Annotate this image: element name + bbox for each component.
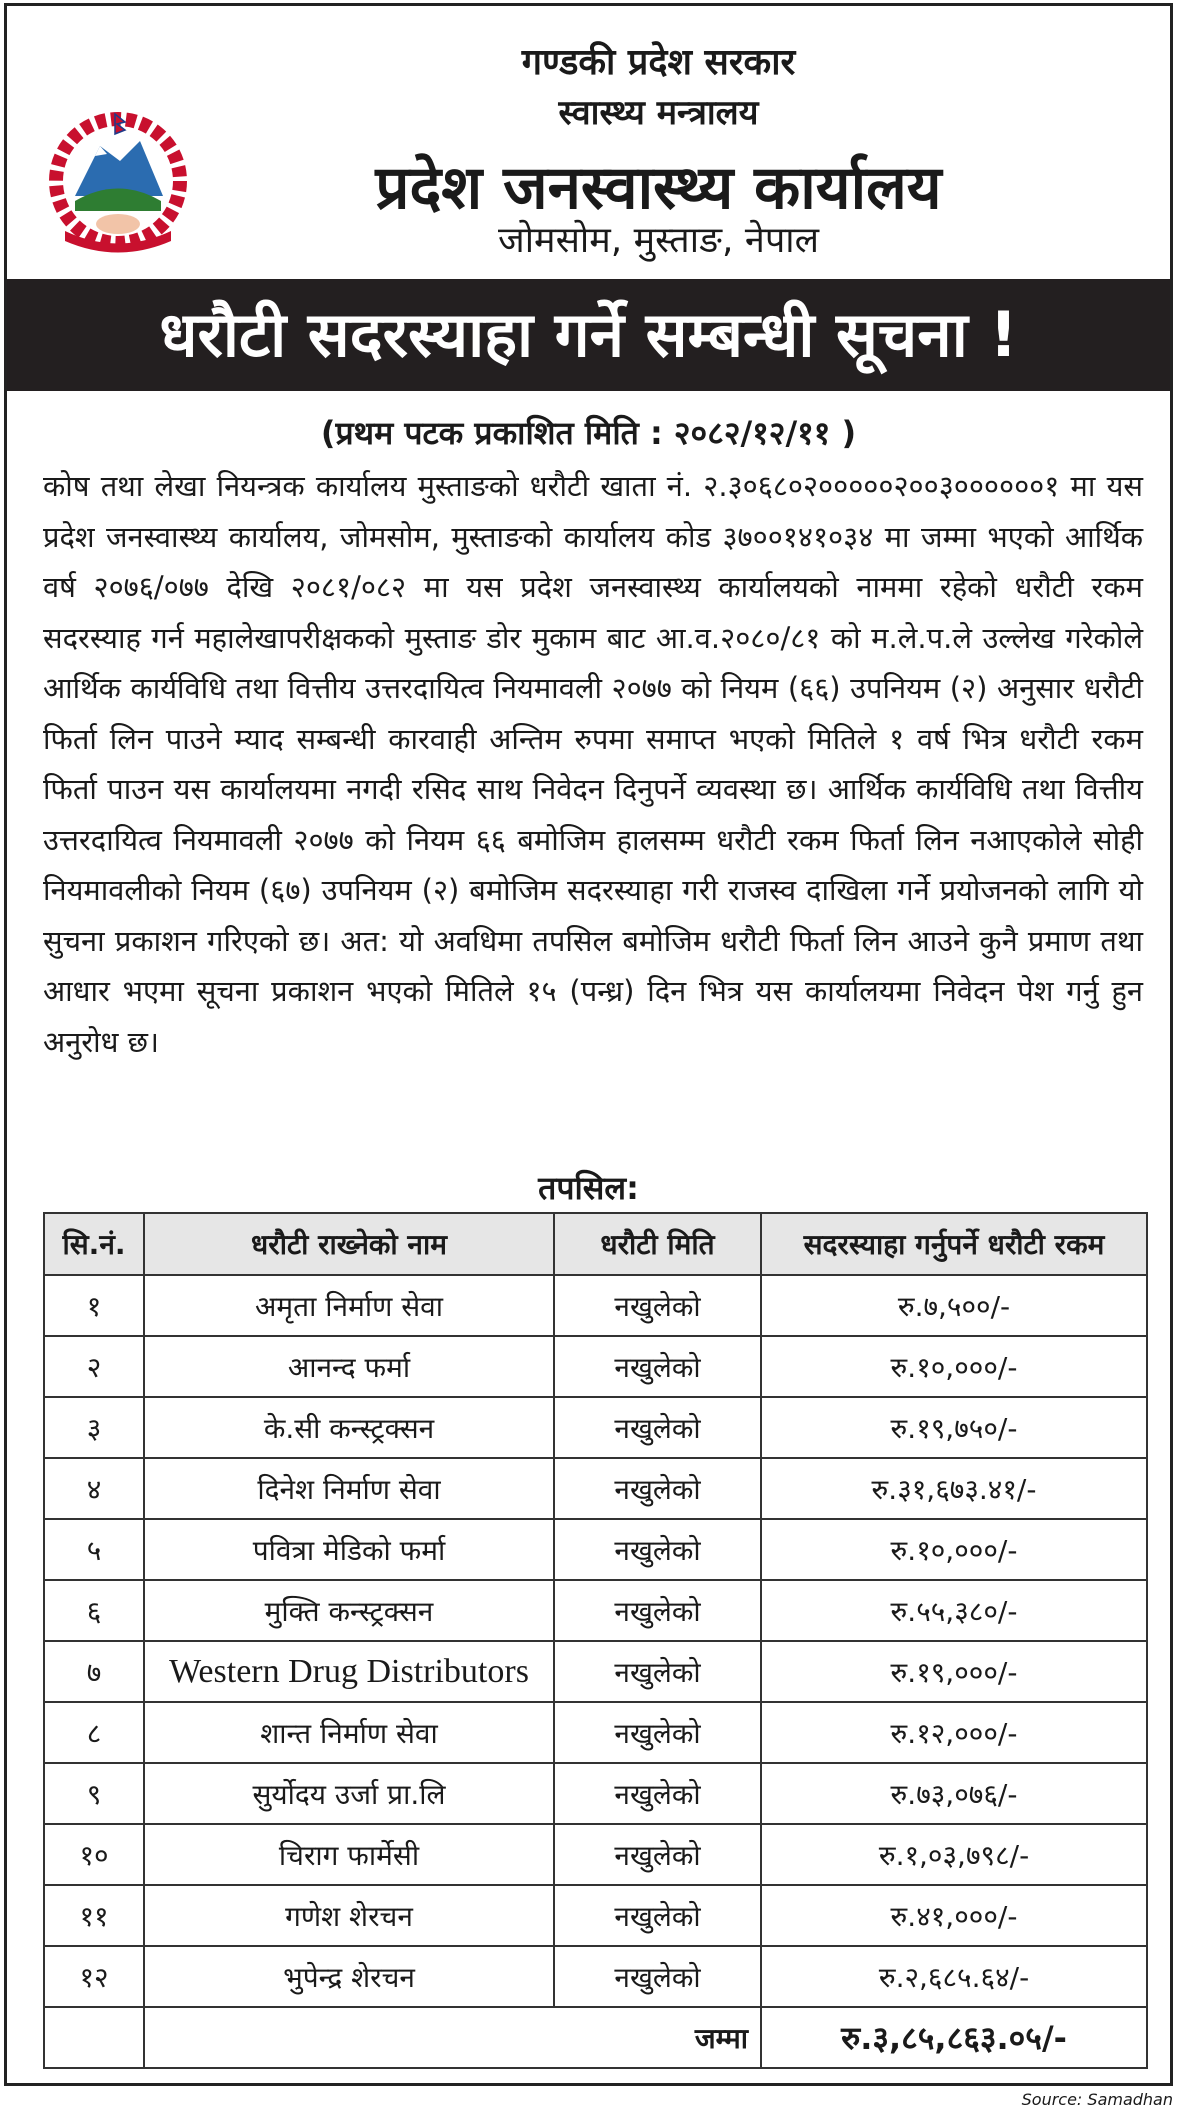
amount-cell: रु.१,०३,७९८/- — [761, 1824, 1147, 1885]
serial-cell: ६ — [44, 1580, 144, 1641]
table-row — [44, 1946, 1147, 2007]
date-cell: नखुलेको — [554, 1519, 761, 1580]
notice-title: धरौटी सदरस्याहा गर्ने सम्बन्धी सूचना ! — [7, 279, 1170, 391]
serial-cell: ३ — [44, 1397, 144, 1458]
office-address: जोमसोम, मुस्ताङ, नेपाल — [498, 220, 819, 261]
name-cell: मुक्ति कन्स्ट्रक्सन — [144, 1580, 554, 1641]
date-cell: नखुलेको — [554, 1397, 761, 1458]
deposit-table — [43, 1212, 1148, 2069]
serial-cell: ७ — [44, 1641, 144, 1702]
serial-cell: १२ — [44, 1946, 144, 2007]
table-row — [44, 1458, 1147, 1519]
government-name: गण्डकी प्रदेश सरकार — [521, 42, 796, 83]
published-date: (प्रथम पटक प्रकाशित मिति : २०८२/१२/११ ) — [320, 414, 857, 452]
amount-cell: रु.३१,६७३.४१/- — [761, 1458, 1147, 1519]
header-name: धरौटी राख्नेको नाम — [144, 1213, 554, 1275]
table-row — [44, 1824, 1147, 1885]
table-row — [44, 1580, 1147, 1641]
notice-body: कोष तथा लेखा नियन्त्रक कार्यालय मुस्ताङको धरौटी खाता नं. २.३०६८०२०००००२००३००००००१ मा यस प्रदेश जनस्वास्थ्य कार्यालय, जोमसोम, मुस्ताङको कार्यालय कोड ३७००१४१०३४ मा जम्मा भएको आर्थिक वर्ष २०७६/०७७ देखि २०८१/०८२ मा यस प्रदेश जनस्वास्थ्य कार्यालयको नाममा रहेको धरौटी रकम सदरस्याह गर्न महालेखापरीक्षकको मुस्ताङ डोर मुकाम बाट आ.व.२०८०/८१ को म.ले.प.ले उल्लेख गरेकोले आर्थिक कार्यविधि तथा वित्तीय उत्तरदायित्व नियमावली २०७७ को नियम (६६) उपनियम (२) अनुसार धरौटी फिर्ता लिन पाउने म्याद सम्बन्धी कारवाही अन्तिम रुपमा समाप्त भएको मितिले १ वर्ष भित्र धरौटी रकम फिर्ता पाउन यस कार्यालयमा नगदी रसिद साथ निवेदन दिनुपर्ने व्यवस्था छ। आर्थिक कार्यविधि तथा वित्तीय उत्तरदायित्व नियमावली २०७७ को नियम ६६ बमोजिम हालसम्म धरौटी रकम फिर्ता लिन नआएकोले सोही नियमावलीको नियम (६७) उपनियम (२) बमोजिम सदरस्याहा गरी राजस्व दाखिला गर्ने प्रयोजनको लागि यो सुचना प्रकाशन गरिएको छ। अत: यो अवधिमा तपसिल बमोजिम धरौटी फिर्ता लिन आउने कुनै प्रमाण तथा आधार भएमा सूचना प्रकाशन भएको मितिले १५ (पन्ध्र) दिन भित्र यस कार्यालयमा निवेदन पेश गर्नु हुन अनुरोध छ। — [43, 469, 1143, 1059]
table-title: तपसिल: — [538, 1169, 639, 1207]
total-value: रु.३,८५,८६३.०५/- — [761, 2007, 1147, 2068]
date-cell: नखुलेको — [554, 1275, 761, 1336]
date-cell: नखुलेको — [554, 1702, 761, 1763]
amount-cell: रु.१०,०००/- — [761, 1336, 1147, 1397]
name-cell: अमृता निर्माण सेवा — [144, 1275, 554, 1336]
ministry-name: स्वास्थ्य मन्त्रालय — [558, 93, 759, 133]
table-row — [44, 1763, 1147, 1824]
name-cell: सुर्योदय उर्जा प्रा.लि — [144, 1763, 554, 1824]
name-cell: आनन्द फर्मा — [144, 1336, 554, 1397]
table-row — [44, 1336, 1147, 1397]
name-cell: के.सी कन्स्ट्रक्सन — [144, 1397, 554, 1458]
name-cell: गणेश शेरचन — [144, 1885, 554, 1946]
serial-cell: ८ — [44, 1702, 144, 1763]
total-row — [44, 2007, 1147, 2068]
date-cell: नखुलेको — [554, 1458, 761, 1519]
table-row — [44, 1702, 1147, 1763]
header-serial: सि.नं. — [44, 1213, 144, 1275]
serial-cell: ५ — [44, 1519, 144, 1580]
name-cell: पवित्रा मेडिको फर्मा — [144, 1519, 554, 1580]
date-cell: नखुलेको — [554, 1336, 761, 1397]
name-cell: दिनेश निर्माण सेवा — [144, 1458, 554, 1519]
serial-cell: २ — [44, 1336, 144, 1397]
name-cell: शान्त निर्माण सेवा — [144, 1702, 554, 1763]
name-cell: चिराग फार्मेसी — [144, 1824, 554, 1885]
total-label: जम्मा — [144, 2007, 761, 2068]
table-row — [44, 1641, 1147, 1702]
amount-cell: रु.७,५००/- — [761, 1275, 1147, 1336]
date-cell: नखुलेको — [554, 1885, 761, 1946]
amount-cell: रु.२,६८५.६४/- — [761, 1946, 1147, 2007]
table-header-row — [44, 1213, 1147, 1275]
serial-cell: १ — [44, 1275, 144, 1336]
total-empty-cell — [44, 2007, 144, 2068]
amount-cell: रु.१९,७५०/- — [761, 1397, 1147, 1458]
amount-cell: रु.१०,०००/- — [761, 1519, 1147, 1580]
notice-frame — [4, 3, 1173, 2086]
table-row — [44, 1275, 1147, 1336]
serial-cell: ११ — [44, 1885, 144, 1946]
header-date: धरौटी मिति — [554, 1213, 761, 1275]
serial-cell: १० — [44, 1824, 144, 1885]
name-cell: भुपेन्द्र शेरचन — [144, 1946, 554, 2007]
source-credit: Source: Samadhan — [1021, 2090, 1173, 2109]
serial-cell: ९ — [44, 1763, 144, 1824]
amount-cell: रु.४१,०००/- — [761, 1885, 1147, 1946]
serial-cell: ४ — [44, 1458, 144, 1519]
amount-cell: रु.५५,३८०/- — [761, 1580, 1147, 1641]
table-row — [44, 1397, 1147, 1458]
letterhead — [7, 6, 1170, 278]
amount-cell: रु.७३,०७६/- — [761, 1763, 1147, 1824]
amount-cell: रु.१२,०००/- — [761, 1702, 1147, 1763]
office-name: प्रदेश जनस्वास्थ्य कार्यालय — [375, 153, 942, 223]
date-cell: नखुलेको — [554, 1641, 761, 1702]
date-cell: नखुलेको — [554, 1580, 761, 1641]
date-cell: नखुलेको — [554, 1824, 761, 1885]
date-cell: नखुलेको — [554, 1946, 761, 2007]
amount-cell: रु.१९,०००/- — [761, 1641, 1147, 1702]
name-cell: Western Drug Distributors — [144, 1641, 554, 1702]
date-cell: नखुलेको — [554, 1763, 761, 1824]
table-row — [44, 1885, 1147, 1946]
table-row — [44, 1519, 1147, 1580]
header-amount: सदरस्याहा गर्नुपर्ने धरौटी रकम — [761, 1213, 1147, 1275]
